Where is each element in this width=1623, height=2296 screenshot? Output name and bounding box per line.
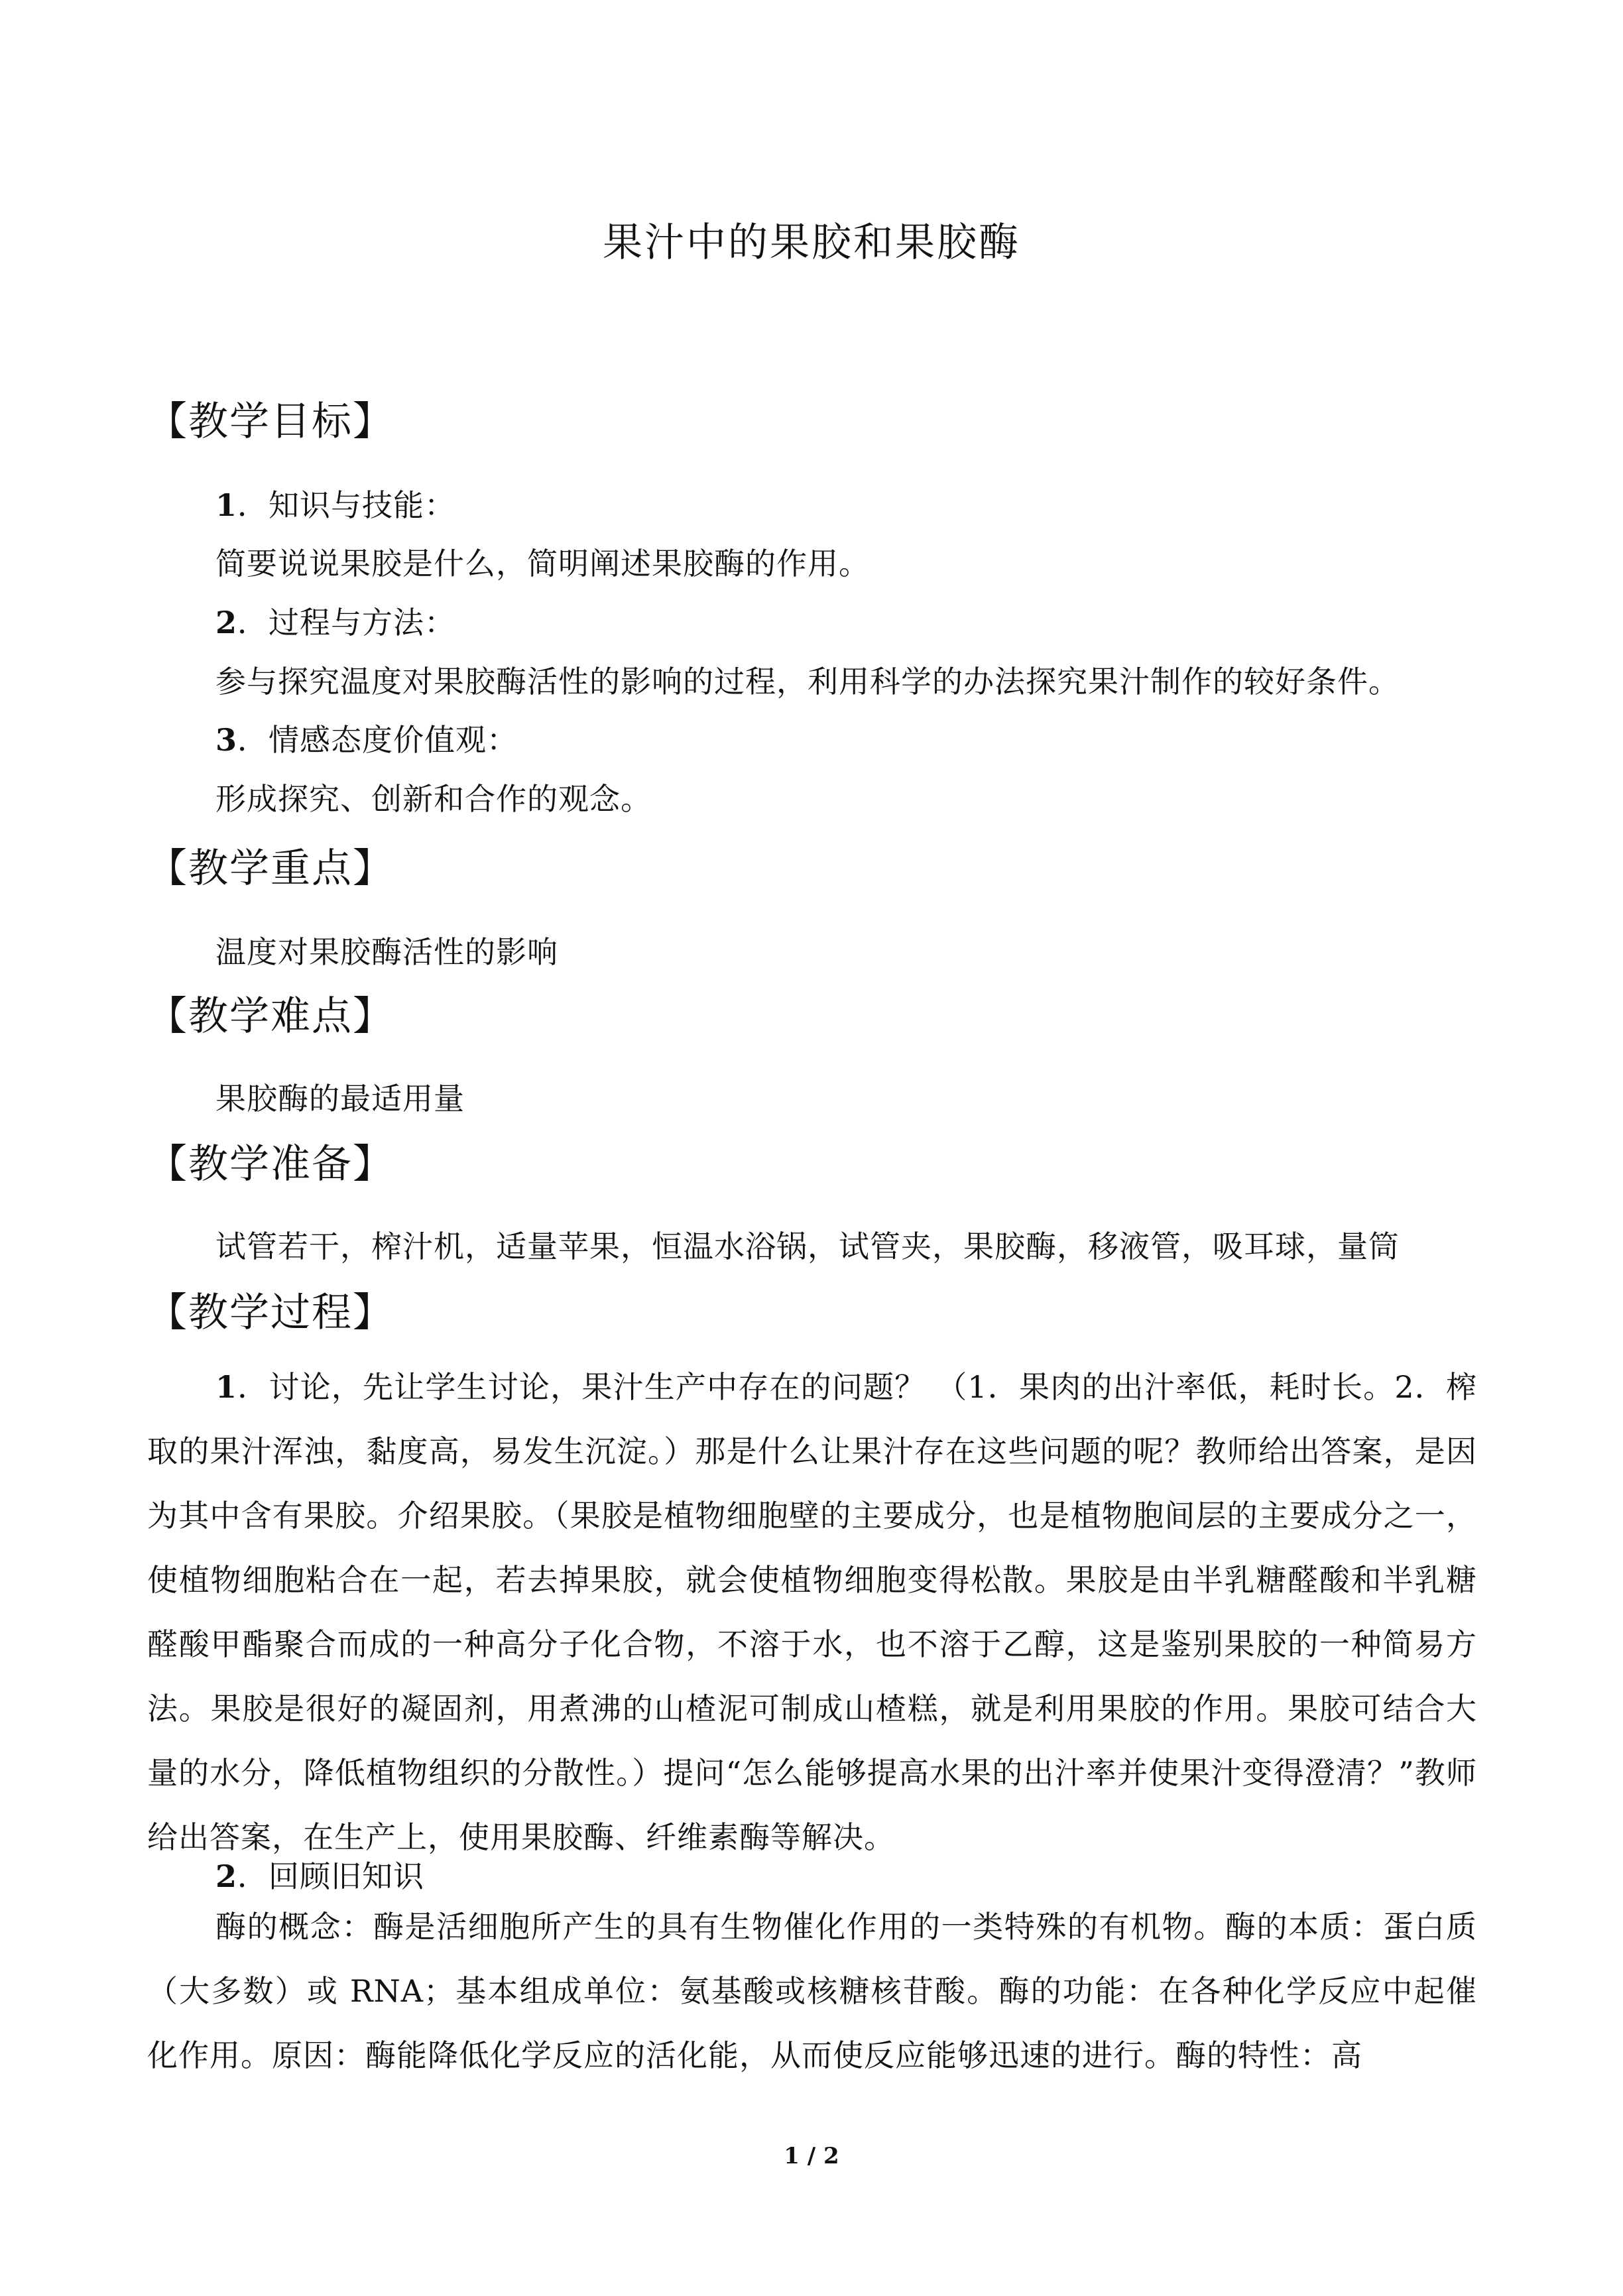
goal-item-3-number: 3	[215, 722, 238, 758]
page-title: 果汁中的果胶和果胶酶	[603, 219, 1020, 266]
process-step-2-label	[215, 1852, 424, 1896]
heading-goals: 【教学目标】	[147, 398, 394, 445]
goal-item-3-text: 形成探究、创新和合作的观念。	[215, 781, 652, 817]
heading-preparation: 【教学准备】	[147, 1141, 394, 1187]
process-step-2-text: 酶的概念：酶是活细胞所产生的具有生物催化作用的一类特殊的有机物。酶的本质：蛋白质（大多数）或 RNA；基本组成单位：氨基酸或核糖核苷酸。酶的功能：在各种化学反应中起催化作用。原因：酶能降低化学反应的活化能，从而使反应能够迅速的进行。酶的特性：高	[147, 1909, 1477, 2073]
goal-item-2-title: ．过程与方法：	[237, 605, 456, 640]
heading-key-point: 【教学重点】	[147, 845, 394, 892]
goal-item-3-title: ．情感态度价值观：	[237, 722, 518, 758]
page-number: 1 / 2	[784, 2143, 839, 2169]
process-step-1-number: 1	[215, 1369, 238, 1405]
heading-process: 【教学过程】	[147, 1290, 394, 1336]
heading-difficulty: 【教学难点】	[147, 993, 394, 1040]
goal-item-1-title: ．知识与技能：	[237, 487, 456, 523]
goal-item-1-label	[215, 481, 455, 525]
goal-item-1-number: 1	[215, 487, 238, 523]
goal-item-2-number: 2	[215, 605, 238, 640]
goal-item-2-text: 参与探究温度对果胶酶活性的影响的过程，利用科学的办法探究果汁制作的较好条件。	[215, 664, 1400, 699]
difficulty-text: 果胶酶的最适用量	[215, 1081, 465, 1117]
process-step-1	[147, 1355, 1477, 1870]
goal-item-3-label	[215, 716, 518, 760]
process-step-1-text: ．讨论，先让学生讨论，果汁生产中存在的问题？ （1．果肉的出汁率低，耗时长。2．榨取的果汁浑浊，黏度高，易发生沉淀。）那是什么让果汁存在这些问题的呢？教师给出答案，是因为其中含有果胶。介绍果胶。（果胶是植物细胞壁的主要成分，也是植物胞间层的主要成分之一，使植物细胞粘合在一起，若去掉果胶，就会使植物细胞变得松散。果胶是由半乳糖醛酸和半乳糖醛酸甲酯聚合而成的一种高分子化合物，不溶于水，也不溶于乙醇，这是鉴别果胶的一种简易方法。果胶是很好的凝固剂，用煮沸的山楂泥可制成山楂糕，就是利用果胶的作用。果胶可结合大量的水分，降低植物组织的分散性。）提问“怎么能够提高水果的出汁率并使果汁变得澄清？”教师给出答案，在生产上，使用果胶酶、纤维素酶等解决。	[147, 1369, 1477, 1855]
process-step-2-title: ．回顾旧知识	[237, 1858, 425, 1894]
process-step-2-number: 2	[215, 1858, 238, 1894]
goal-item-2-label	[215, 599, 455, 642]
key-point-text: 温度对果胶酶活性的影响	[215, 934, 558, 970]
goal-item-1-text: 简要说说果胶是什么，简明阐述果胶酶的作用。	[215, 546, 870, 581]
preparation-text: 试管若干，榨汁机，适量苹果，恒温水浴锅，试管夹，果胶酶，移液管，吸耳球，量筒	[215, 1229, 1400, 1264]
